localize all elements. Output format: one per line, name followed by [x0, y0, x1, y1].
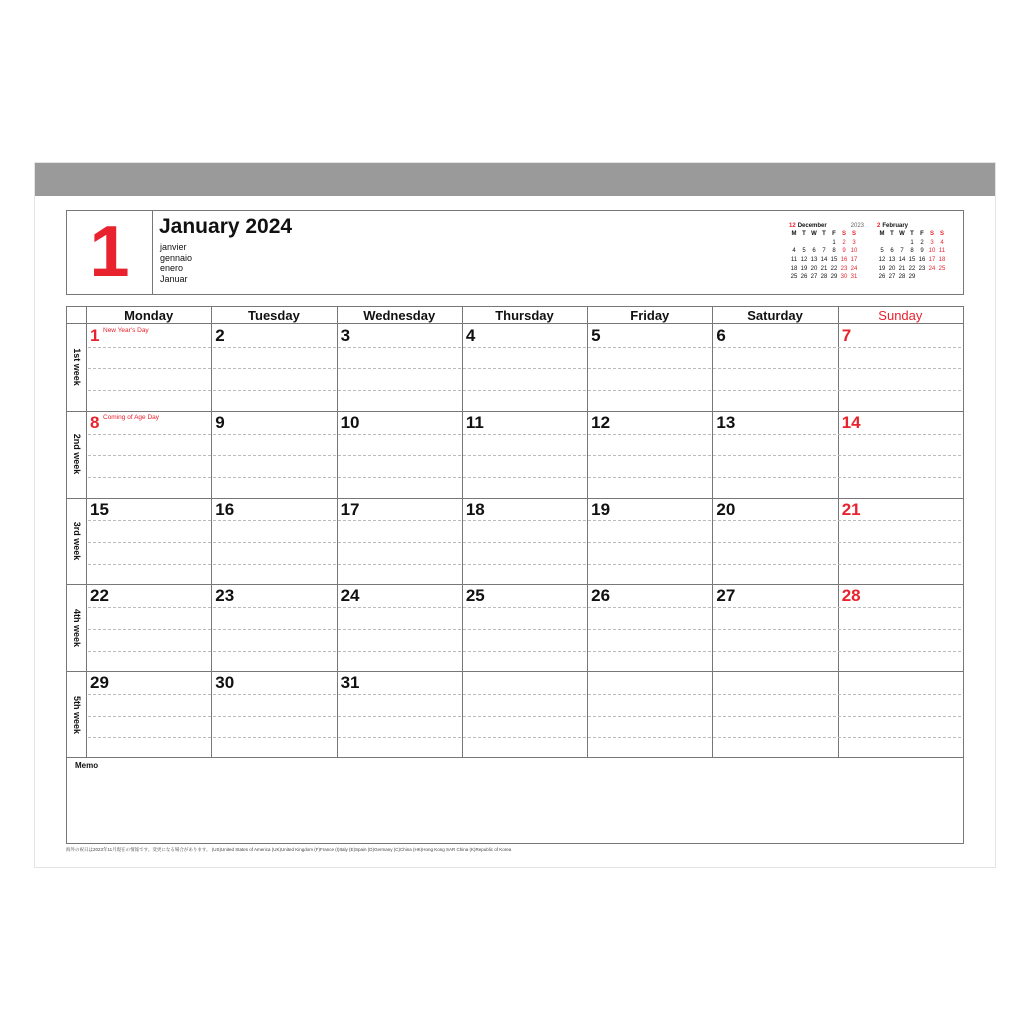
mini-day: 20 [888, 265, 896, 272]
mini-weekday: W [811, 231, 817, 238]
mini-day: 19 [878, 265, 886, 272]
mini-day: 24 [850, 265, 858, 272]
mini-day [927, 273, 937, 282]
day-number: 28 [841, 586, 861, 606]
mini-day: 6 [812, 248, 816, 255]
writing-line [88, 629, 961, 630]
day-number: 22 [90, 586, 109, 606]
mini-day [799, 239, 809, 248]
mini-day [897, 239, 907, 248]
mini-day: 12 [800, 257, 808, 264]
week-divider [67, 671, 963, 672]
mini-day: 11 [790, 257, 798, 264]
mini-day: 5 [880, 248, 884, 255]
mini-day [887, 239, 897, 248]
mini-calendar-grid [789, 230, 859, 282]
mini-day: 24 [928, 265, 936, 272]
mini-month-name: February [882, 222, 909, 229]
day-number: 27 [716, 586, 736, 606]
day-number: 10 [340, 412, 360, 432]
mini-weekday: S [841, 231, 846, 238]
mini-day: 26 [878, 274, 886, 281]
month-number: 1 [67, 211, 153, 294]
day-number: 25 [465, 586, 485, 606]
column-divider [712, 307, 713, 757]
day-header-friday: Friday [587, 307, 712, 324]
mini-weekday: W [899, 231, 905, 238]
mini-weekday: F [920, 231, 924, 238]
mini-month-num: 2 [877, 222, 881, 229]
mini-day [877, 239, 887, 248]
week-label-text: 1st week [71, 348, 82, 387]
mini-day: 8 [910, 248, 914, 255]
mini-day: 26 [800, 274, 808, 281]
mini-day: 4 [792, 248, 796, 255]
week-label-text: 2nd week [71, 433, 82, 475]
mini-day: 11 [938, 248, 946, 255]
mini-day: 21 [898, 265, 906, 272]
mini-day: 22 [908, 265, 916, 272]
mini-weekday: S [939, 231, 944, 238]
writing-line [88, 694, 961, 695]
holiday-new-years: New Year's Day [103, 327, 149, 334]
writing-line [88, 520, 961, 521]
memo-area[interactable] [66, 758, 964, 844]
mini-day [819, 239, 829, 248]
mini-day [809, 239, 819, 248]
writing-line [88, 347, 961, 348]
mini-day: 3 [930, 239, 934, 246]
column-divider [838, 307, 839, 757]
writing-line [88, 477, 961, 478]
writing-line [88, 434, 961, 435]
writing-line [88, 737, 961, 738]
day-number: 23 [215, 586, 235, 606]
month-title: January 2024 [159, 215, 293, 238]
mini-day: 16 [840, 257, 848, 264]
mini-day: 4 [940, 239, 944, 246]
day-number: 15 [90, 499, 109, 519]
day-number: 26 [591, 586, 611, 606]
mini-day: 25 [790, 274, 798, 281]
column-divider [462, 307, 463, 757]
month-name-de: Januar [160, 273, 188, 284]
day-number: 4 [465, 326, 476, 345]
day-number: 21 [841, 499, 861, 519]
mini-weekday: T [890, 231, 894, 238]
mini-weekday: S [929, 231, 934, 238]
week-label [67, 411, 86, 498]
column-divider [587, 307, 588, 757]
footnote: 海外の祝日は2023年11月現在の情報です。変更になる場合があります。 (US)United States of America (UK)United Kingdom (F)France (I)Italy (E)Spain (D)Germany (C)China (HK)Hong Kong SAR China (K)Republic of Korea [66, 847, 512, 852]
week-label-text: 3rd week [71, 521, 82, 561]
month-name-it: gennaio [160, 252, 193, 263]
writing-line [88, 455, 961, 456]
mini-day: 18 [790, 265, 798, 272]
day-number: 17 [340, 499, 360, 519]
mini-day: 19 [800, 265, 808, 272]
day-number: 12 [591, 412, 611, 432]
mini-day: 9 [920, 248, 924, 255]
mini-day: 13 [888, 257, 896, 264]
week-divider [67, 411, 963, 412]
mini-day: 14 [898, 257, 906, 264]
mini-day: 29 [830, 274, 838, 281]
day-number: 1 [90, 326, 100, 345]
week-divider [67, 584, 963, 585]
mini-day: 5 [802, 248, 806, 255]
memo-label: Memo [75, 761, 99, 770]
mini-weekday: S [851, 231, 856, 238]
month-name-translations [160, 242, 192, 284]
day-number: 19 [591, 499, 611, 519]
mini-day [917, 273, 927, 282]
day-header-corner [67, 307, 86, 324]
day-number: 16 [215, 499, 235, 519]
mini-weekday: M [879, 231, 885, 238]
mini-day: 22 [830, 265, 838, 272]
week-label [67, 671, 86, 758]
day-number: 24 [340, 586, 360, 606]
writing-line [88, 716, 961, 717]
mini-day: 1 [832, 239, 836, 246]
mini-day: 23 [840, 265, 848, 272]
day-header-tuesday: Tuesday [211, 307, 336, 324]
day-number: 8 [90, 412, 100, 432]
month-name-fr: janvier [160, 242, 187, 252]
mini-calendar-grid [877, 230, 947, 282]
mini-weekday: T [822, 231, 826, 238]
day-header-thursday: Thursday [462, 307, 587, 324]
mini-day: 27 [810, 274, 818, 281]
binding-strip [35, 163, 995, 196]
mini-day: 2 [920, 239, 924, 246]
day-header-sunday: Sunday [838, 307, 963, 324]
day-number: 20 [716, 499, 736, 519]
mini-month-num: 12 [789, 222, 796, 229]
mini-day: 10 [928, 248, 936, 255]
day-header-wednesday: Wednesday [337, 307, 462, 324]
mini-day: 2 [842, 239, 846, 246]
column-divider [337, 307, 338, 757]
column-divider [211, 307, 212, 757]
mini-day: 6 [890, 248, 894, 255]
week-label [67, 498, 86, 585]
day-number: 7 [841, 326, 852, 345]
mini-day: 27 [888, 274, 896, 281]
week-label [67, 584, 86, 671]
mini-weekday: T [910, 231, 914, 238]
month-grid [66, 306, 964, 758]
mini-day: 31 [850, 274, 858, 281]
mini-day: 12 [878, 257, 886, 264]
day-number: 31 [340, 673, 360, 693]
mini-month-name: December [797, 222, 827, 229]
day-number: 30 [215, 673, 235, 693]
week-label-text: 5th week [71, 695, 82, 734]
mini-day: 13 [810, 257, 818, 264]
mini-month-year: 2023 [850, 222, 864, 229]
mini-day: 15 [908, 257, 916, 264]
mini-day: 7 [822, 248, 826, 255]
week-divider [67, 498, 963, 499]
mini-day: 29 [908, 274, 916, 281]
mini-day: 20 [810, 265, 818, 272]
writing-line [88, 564, 961, 565]
mini-day [937, 273, 947, 282]
day-number: 18 [465, 499, 485, 519]
day-number: 2 [215, 326, 225, 345]
mini-weekday: T [802, 231, 806, 238]
mini-day: 15 [830, 257, 838, 264]
mini-day [789, 239, 799, 248]
day-header-monday: Monday [86, 307, 211, 324]
mini-day: 17 [850, 257, 858, 264]
day-number: 5 [591, 326, 601, 345]
mini-day: 14 [820, 257, 828, 264]
mini-day: 18 [938, 257, 946, 264]
mini-weekday: M [791, 231, 797, 238]
mini-day: 25 [938, 265, 946, 272]
mini-day: 10 [850, 248, 858, 255]
mini-day: 21 [820, 265, 828, 272]
day-number: 6 [716, 326, 726, 345]
mini-day: 9 [842, 248, 846, 255]
mini-day: 16 [918, 257, 926, 264]
day-header-saturday: Saturday [712, 307, 837, 324]
mini-day: 23 [918, 265, 926, 272]
month-header [66, 210, 964, 295]
week-label [67, 324, 86, 411]
mini-day: 17 [928, 257, 936, 264]
writing-line [88, 651, 961, 652]
mini-calendar-february [877, 221, 952, 282]
mini-calendar-december [789, 221, 864, 282]
day-number: 9 [215, 412, 225, 432]
writing-line [88, 607, 961, 608]
day-number: 11 [465, 412, 484, 432]
day-number: 13 [716, 412, 736, 432]
writing-line [88, 368, 961, 369]
writing-line [88, 390, 961, 391]
mini-day: 30 [840, 274, 848, 281]
holiday-coming-of-age: Coming of Age Day [103, 413, 160, 421]
day-number: 29 [90, 673, 109, 693]
column-divider [86, 307, 87, 757]
mini-day: 28 [898, 274, 906, 281]
mini-day: 3 [852, 239, 856, 246]
week-label-text: 4th week [71, 608, 82, 647]
day-number: 3 [340, 326, 351, 345]
mini-weekday: F [832, 231, 836, 238]
writing-line [88, 542, 961, 543]
month-name-es: enero [160, 263, 184, 273]
mini-day: 28 [820, 274, 828, 281]
mini-day: 1 [910, 239, 914, 246]
day-number: 14 [841, 412, 861, 432]
mini-day: 7 [900, 248, 904, 255]
mini-day: 8 [832, 248, 836, 255]
